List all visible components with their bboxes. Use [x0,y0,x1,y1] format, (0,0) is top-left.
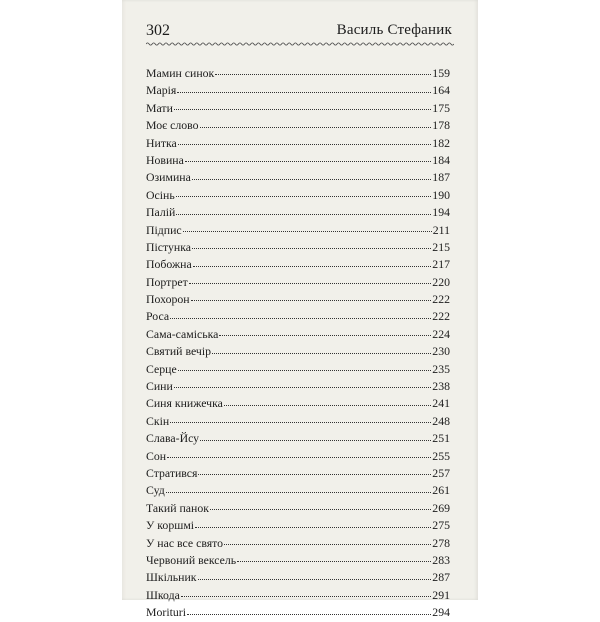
toc-entry-page: 291 [432,587,450,602]
dot-leader [224,544,431,545]
toc-entry-title: Сини [146,379,173,394]
toc-entry-page: 278 [432,535,450,550]
toc-entry [146,222,450,239]
toc-entry-title: Палій [146,205,176,220]
toc-entry-page: 220 [432,274,450,289]
dot-leader [189,283,432,284]
dot-leader [177,92,431,93]
toc-entry [146,308,450,325]
toc-entry [146,239,450,256]
toc-entry-title: Суд [146,483,165,498]
toc-entry [146,100,450,117]
table-of-contents [146,65,450,622]
toc-entry-page: 255 [432,448,450,463]
toc-entry-page: 230 [432,344,450,359]
toc-entry-title: Скін [146,413,170,428]
toc-entry-page: 184 [432,152,450,167]
toc-entry [146,378,450,395]
toc-entry-page: 287 [432,570,450,585]
dot-leader [200,440,431,441]
toc-entry-title: Новина [146,152,184,167]
dot-leader [178,370,432,371]
toc-entry-page: 251 [432,431,450,446]
dot-leader [200,127,432,128]
toc-entry-title: Марія [146,83,177,98]
toc-entry-page: 164 [432,83,450,98]
header-wavy-rule [146,41,454,47]
dot-leader [224,405,431,406]
toc-entry-title: Червоний вексель [146,552,237,567]
toc-entry-title: Стратився [146,465,198,480]
toc-entry-page: 194 [432,205,450,220]
toc-entry-title: Підпис [146,222,182,237]
toc-entry-page: 159 [432,66,450,80]
dot-leader [170,422,431,423]
dot-leader [166,492,432,493]
toc-entry [146,274,450,291]
toc-entry-title: Святий вечір [146,344,211,359]
toc-entry [146,82,450,99]
dot-leader [181,596,431,597]
toc-entry-title: У коршмі [146,518,195,533]
dot-leader [192,179,431,180]
dot-leader [198,474,431,475]
dot-leader [192,248,431,249]
toc-entry [146,65,450,82]
dot-leader [178,144,432,145]
page-header [146,16,452,42]
toc-entry-page: 235 [432,361,450,376]
dot-leader [195,527,431,528]
toc-entry [146,500,450,517]
toc-entry [146,517,450,534]
toc-entry-page: 238 [432,379,450,394]
toc-entry [146,430,450,447]
toc-entry [146,204,450,221]
toc-entry [146,395,450,412]
toc-entry [146,413,450,430]
toc-entry [146,256,450,273]
dot-leader [219,335,431,336]
toc-entry-page: 283 [432,552,450,567]
toc-entry-page: 187 [432,170,450,185]
dot-leader [170,318,431,319]
toc-entry-title: Пістунка [146,239,192,254]
dot-leader [167,457,431,458]
toc-entry-title: Мати [146,100,173,115]
toc-entry [146,169,450,186]
toc-entry [146,482,450,499]
toc-entry-page: 182 [432,135,450,150]
dot-leader [174,387,431,388]
toc-entry-page: 269 [432,500,450,515]
toc-entry-page: 222 [432,292,450,307]
toc-entry-title: Роса [146,309,170,324]
toc-entry-page: 241 [432,396,450,411]
dot-leader [176,214,431,215]
toc-entry [146,535,450,552]
dot-leader [215,74,431,75]
toc-entry-title: Moriturі [146,605,186,620]
toc-entry-title: Похорон [146,292,190,307]
toc-entry-title: Портрет [146,274,188,289]
page-number: 302 [146,22,170,39]
toc-entry-title: Серце [146,361,177,376]
dot-leader [198,579,432,580]
running-head: Василь Стефаник [336,22,452,38]
toc-entry-title: Мамин синок [146,66,215,80]
toc-entry-page: 222 [432,309,450,324]
toc-entry-title: Синя книжечка [146,396,223,411]
dot-leader [191,300,432,301]
toc-entry-page: 224 [432,326,450,341]
toc-entry-title: Шкільник [146,570,197,585]
toc-entry-title: Моє слово [146,118,199,133]
toc-entry-page: 294 [432,605,450,620]
dot-leader [193,266,432,267]
dot-leader [187,614,431,615]
toc-entry [146,552,450,569]
toc-entry-page: 261 [432,483,450,498]
toc-entry [146,117,450,134]
toc-entry-title: Сон [146,448,167,463]
toc-entry-title: Побожна [146,257,192,272]
toc-entry [146,361,450,378]
toc-entry [146,343,450,360]
dot-leader [183,231,432,232]
toc-entry [146,152,450,169]
toc-entry-title: Шкода [146,587,180,602]
toc-entry-title: Осінь [146,187,175,202]
toc-entry-page: 190 [432,187,450,202]
toc-entry [146,187,450,204]
dot-leader [210,509,431,510]
toc-entry [146,291,450,308]
toc-entry [146,448,450,465]
toc-entry-page: 211 [432,222,450,237]
book-page [122,0,478,620]
toc-entry-title: Нитка [146,135,177,150]
toc-entry-title: У нас все свято [146,535,224,550]
toc-entry [146,604,450,621]
toc-entry-page: 217 [432,257,450,272]
toc-entry-page: 175 [432,100,450,115]
dot-leader [174,109,431,110]
dot-leader [176,196,432,197]
toc-entry-page: 257 [432,465,450,480]
toc-entry [146,465,450,482]
dot-leader [237,561,431,562]
toc-entry-page: 215 [432,239,450,254]
toc-entry [146,587,450,604]
toc-entry-title: Такий панок [146,500,209,515]
toc-entry [146,326,450,343]
toc-entry-title: Слава-Йсу [146,431,200,446]
toc-entry-title: Сама-саміська [146,326,219,341]
dot-leader [212,353,431,354]
toc-entry-page: 275 [432,518,450,533]
toc-entry-page: 248 [432,413,450,428]
toc-entry-page: 178 [432,118,450,133]
toc-entry-title: Озимина [146,170,191,185]
toc-entry [146,135,450,152]
dot-leader [185,161,431,162]
toc-entry [146,569,450,586]
